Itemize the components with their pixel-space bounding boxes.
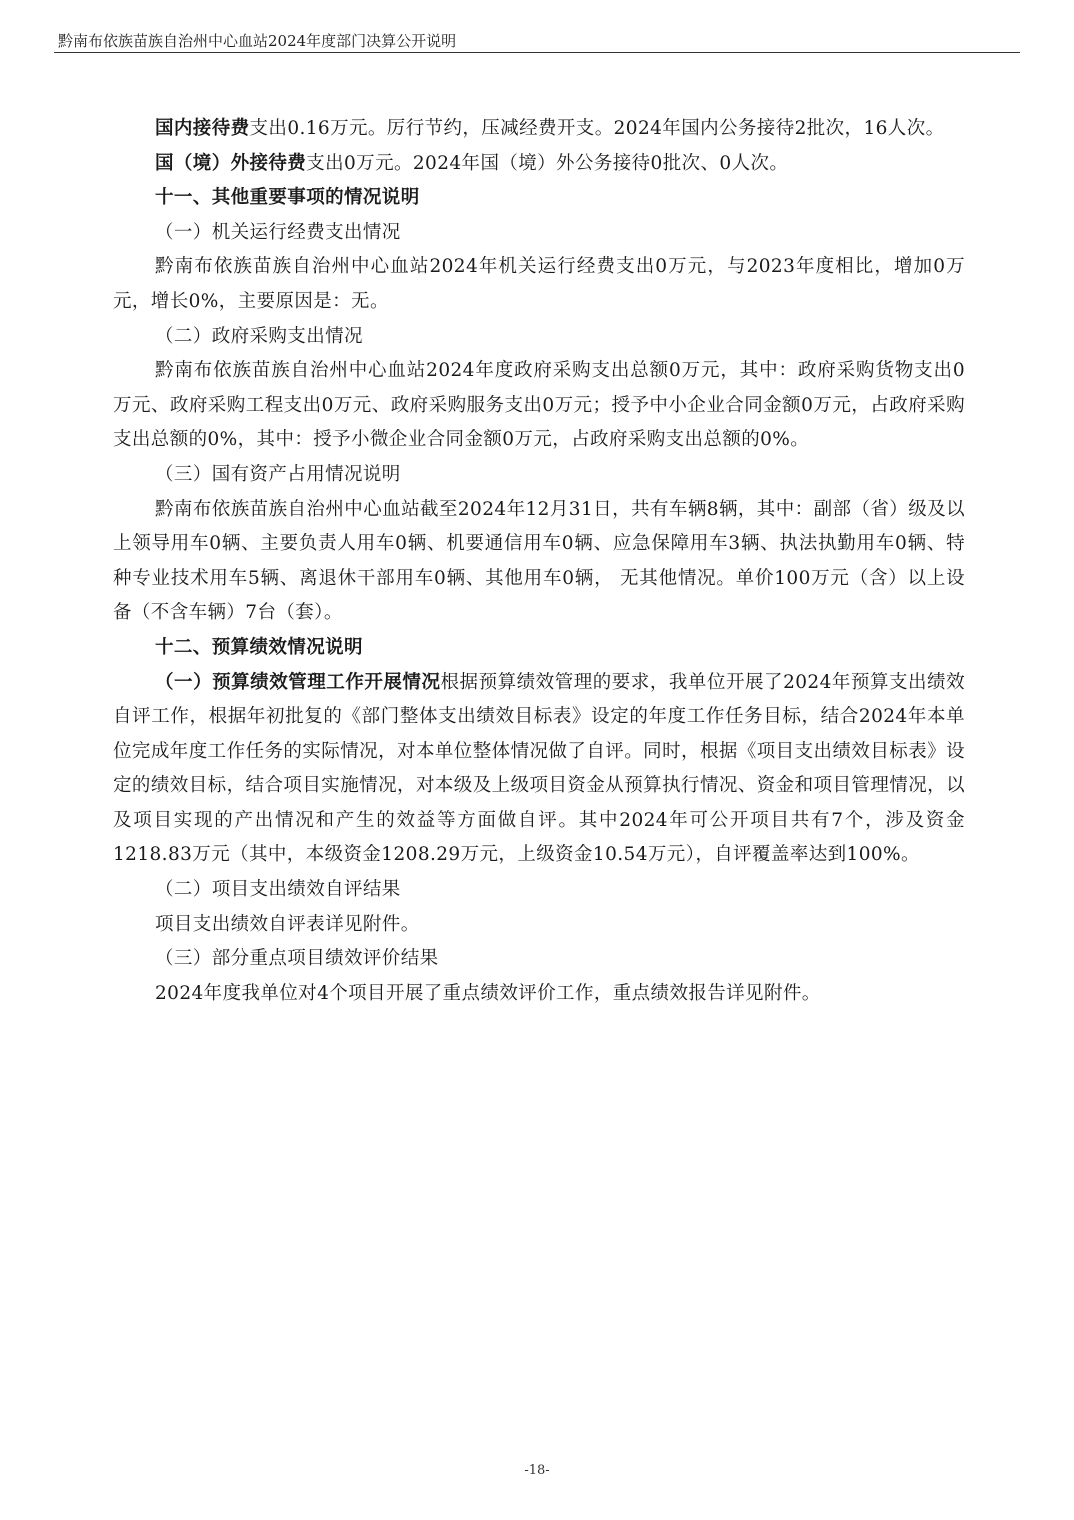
- subheading-performance-management: （一）预算绩效管理工作开展情况: [155, 671, 441, 693]
- section-heading-12: 十二、预算绩效情况说明: [155, 636, 363, 658]
- paragraph-text: 支出0万元。2024年国（境）外公务接待0批次、0人次。: [306, 152, 789, 174]
- page-number: -18-: [524, 1463, 550, 1478]
- paragraph-self-evaluation: 项目支出绩效自评表详见附件。: [155, 913, 420, 935]
- paragraph-procurement: 黔南布依族苗族自治州中心血站2024年度政府采购支出总额0万元，其中：政府采购货物支出0万元、政府采购工程支出0万元、政府采购服务支出0万元；授予中小企业合同金额0万元，占政府采购支出总额的0%，其中：授予小微企业合同金额0万元，占政府采购支出总额的0%。: [113, 360, 965, 451]
- term-foreign-reception: 国（境）外接待费: [155, 152, 307, 174]
- paragraph-state-assets: 黔南布依族苗族自治州中心血站截至2024年12月31日，共有车辆8辆，其中：副部（省）级及以上领导用车0辆、主要负责人用车0辆、机要通信用车0辆、应急保障用车3辆、执法执勤用车0辆、特种专业技术用车5辆、离退休干部用车0辆、其他用车0辆， 无其他情况。单价100万元（含）以上设备（不含车辆）7台（套）。: [113, 498, 965, 624]
- paragraph-key-project-evaluation: 2024年度我单位对4个项目开展了重点绩效评价工作，重点绩效报告详见附件。: [155, 982, 821, 1004]
- paragraph-foreign-reception: [113, 147, 965, 182]
- subheading-key-project-evaluation: （三）部分重点项目绩效评价结果: [155, 948, 439, 970]
- paragraph-text: 根据预算绩效管理的要求，我单位开展了2024年预算支出绩效自评工作，根据年初批复的《部门整体支出绩效目标表》设定的年度工作任务目标，结合2024年本单位完成年度工作任务的实际情况，对本单位整体情况做了自评。同时，根据《项目支出绩效目标表》设定的绩效目标，结合项目实施情况，对本级及上级项目资金从预算执行情况、资金和项目管理情况，以及项目实现的产出情况和产生的效益等方面做自评。其中2024年可公开项目共有7个，涉及资金1218.83万元（其中，本级资金1208.29万元，上级资金10.54万元），自评覆盖率达到100%。: [113, 671, 965, 866]
- subheading-state-assets: （三）国有资产占用情况说明: [155, 463, 401, 485]
- page-header: 黔南布依族苗族自治州中心血站2024年度部门决算公开说明: [58, 32, 457, 50]
- term-domestic-reception: 国内接待费: [155, 118, 250, 139]
- paragraph-office-expenses: 黔南布依族苗族自治州中心血站2024年机关运行经费支出0万元，与2023年度相比，增加0万元，增长0%，主要原因是：无。: [113, 256, 965, 312]
- subheading-procurement: （二）政府采购支出情况: [155, 325, 363, 347]
- paragraph-text: 支出0.16万元。厉行节约，压减经费开支。2024年国内公务接待2批次，16人次。: [249, 118, 945, 139]
- paragraph-performance-management: [113, 666, 965, 874]
- document-body: [113, 112, 965, 1011]
- paragraph-domestic-reception: [113, 112, 965, 147]
- subheading-office-expenses: （一）机关运行经费支出情况: [155, 221, 401, 243]
- section-heading-11: 十一、其他重要事项的情况说明: [155, 187, 420, 209]
- header-divider: [54, 52, 1020, 53]
- subheading-self-evaluation: （二）项目支出绩效自评结果: [155, 879, 401, 901]
